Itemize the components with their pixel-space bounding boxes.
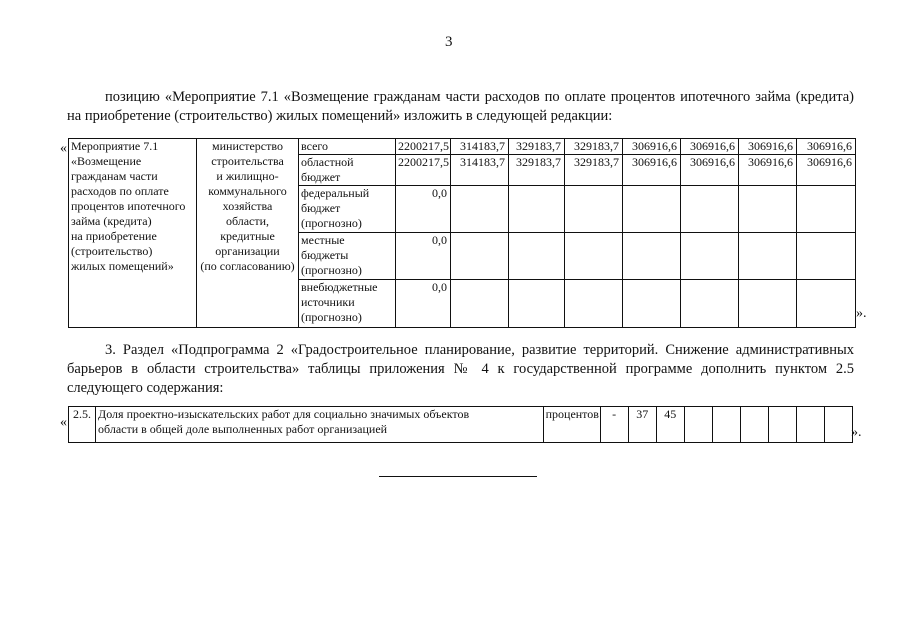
- event-name-line: «Возмещение: [71, 154, 142, 168]
- funding-value: 329183,7: [509, 155, 565, 186]
- indicator-value: [824, 407, 852, 443]
- funding-value: [565, 280, 623, 328]
- funding-value: 306916,6: [681, 139, 739, 155]
- funding-value: [565, 186, 623, 233]
- funding-value: 314183,7: [451, 139, 509, 155]
- funding-source-line: федеральный: [301, 186, 370, 200]
- funding-source-line: (прогнозно): [301, 263, 362, 277]
- indicator-value: [712, 407, 740, 443]
- funding-source-line: бюджеты: [301, 248, 349, 262]
- funding-source-line: (прогнозно): [301, 216, 362, 230]
- table2-close-quote: ».: [851, 425, 862, 440]
- funding-source-line: источники: [301, 295, 355, 309]
- event-name-line: процентов ипотечного: [71, 199, 186, 213]
- funding-value: 329183,7: [565, 139, 623, 155]
- funding-source: [299, 139, 396, 155]
- indicator-value: -: [600, 407, 628, 443]
- funding-value: [509, 233, 565, 280]
- funding-value: [797, 233, 856, 280]
- executor-line: строительства: [211, 154, 284, 168]
- funding-source: [299, 233, 396, 280]
- indicator-name: [96, 407, 544, 443]
- table2-open-quote: «: [60, 415, 67, 430]
- event-name-line: расходов по оплате: [71, 184, 169, 198]
- funding-source-line: областной: [301, 155, 354, 169]
- funding-source-line: всего: [301, 139, 329, 153]
- funding-value: 306916,6: [623, 139, 681, 155]
- funding-source-line: внебюджетные: [301, 280, 378, 294]
- funding-value: 306916,6: [797, 139, 856, 155]
- indicator-name-line: Доля проектно-изыскательских работ для социально значимых объектов: [98, 407, 470, 421]
- funding-table: [68, 138, 856, 328]
- event-name-line: жилых помещений»: [71, 259, 174, 273]
- funding-value: [623, 233, 681, 280]
- indicator-table: [68, 406, 853, 443]
- funding-value: [739, 186, 797, 233]
- indicator-value: 45: [656, 407, 684, 443]
- funding-value: 306916,6: [681, 155, 739, 186]
- executor-line: области,: [225, 214, 270, 228]
- executor-line: хозяйства: [222, 199, 273, 213]
- funding-value: [739, 280, 797, 328]
- funding-value: [739, 233, 797, 280]
- indicator-value: [740, 407, 768, 443]
- table1-open-quote: «: [60, 141, 67, 156]
- funding-value: 0,0: [396, 280, 451, 328]
- funding-value: [451, 186, 509, 233]
- table1-close-quote: ».: [856, 306, 867, 321]
- indicator-value: [768, 407, 796, 443]
- funding-value: 0,0: [396, 186, 451, 233]
- indicator-unit: процентов: [543, 407, 600, 443]
- funding-value: 329183,7: [509, 139, 565, 155]
- funding-value: [451, 280, 509, 328]
- executor-line: и жилищно-: [216, 169, 279, 183]
- executor-line: коммунального: [208, 184, 287, 198]
- funding-value: [797, 186, 856, 233]
- funding-value: [681, 233, 739, 280]
- funding-value: [797, 280, 856, 328]
- funding-source: [299, 280, 396, 328]
- funding-value: [681, 186, 739, 233]
- executor-line: (по согласованию): [200, 259, 295, 273]
- executor-line: кредитные: [220, 229, 275, 243]
- page-number: 3: [445, 34, 453, 50]
- funding-source-line: бюджет: [301, 201, 341, 215]
- funding-value: 306916,6: [623, 155, 681, 186]
- separator-line: [379, 476, 537, 477]
- funding-value: [509, 186, 565, 233]
- event-name-line: займа (кредита): [71, 214, 152, 228]
- funding-value: [509, 280, 565, 328]
- executor: [197, 139, 299, 328]
- funding-value: [623, 186, 681, 233]
- funding-value: 314183,7: [451, 155, 509, 186]
- funding-row: [69, 139, 856, 155]
- funding-value: 2200217,5: [396, 139, 451, 155]
- indicator-number: 2.5.: [69, 407, 96, 443]
- funding-source-line: местные: [301, 233, 345, 247]
- funding-value: [623, 280, 681, 328]
- indicator-value: [796, 407, 824, 443]
- indicator-name-line: области в общей доле выполненных работ организацией: [98, 422, 388, 436]
- indicator-value: [684, 407, 712, 443]
- indicator-value: 37: [628, 407, 656, 443]
- funding-value: 0,0: [396, 233, 451, 280]
- paragraph-section: 3. Раздел «Подпрограмма 2 «Градостроительное планирование, развитие территорий. Снижение административных барьеров в области строительства» таблицы приложения № 4 к государственной программе дополнить пунктом 2.5 следующего содержания:: [67, 342, 854, 396]
- funding-value: [681, 280, 739, 328]
- funding-source-line: (прогнозно): [301, 310, 362, 324]
- event-name-line: Мероприятие 7.1: [71, 139, 159, 153]
- funding-value: 306916,6: [739, 139, 797, 155]
- funding-value: 2200217,5: [396, 155, 451, 186]
- funding-value: [451, 233, 509, 280]
- event-name: [69, 139, 197, 328]
- paragraph-intro: позицию «Мероприятие 7.1 «Возмещение гражданам части расходов по оплате процентов ипотечного займа (кредита) на приобретение (строительство) жилых помещений» изложить в следующей редакции:: [67, 89, 854, 124]
- executor-line: министерство: [212, 139, 283, 153]
- event-name-line: гражданам части: [71, 169, 158, 183]
- funding-value: 329183,7: [565, 155, 623, 186]
- funding-source-line: бюджет: [301, 170, 341, 184]
- funding-value: 306916,6: [739, 155, 797, 186]
- funding-value: 306916,6: [797, 155, 856, 186]
- funding-source: [299, 155, 396, 186]
- event-name-line: на приобретение: [71, 229, 157, 243]
- executor-line: организации: [215, 244, 280, 258]
- funding-value: [565, 233, 623, 280]
- event-name-line: (строительство): [71, 244, 153, 258]
- funding-source: [299, 186, 396, 233]
